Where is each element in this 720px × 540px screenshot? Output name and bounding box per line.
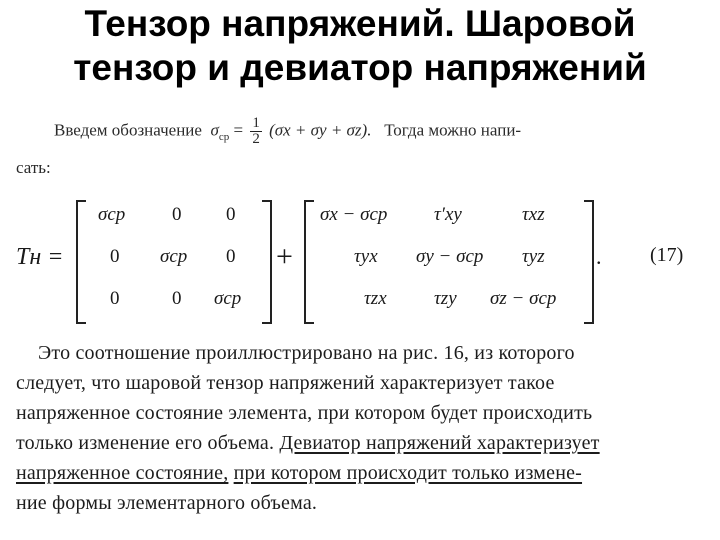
paragraph-line-1: Это соотношение проиллюстрировано на рис. 16, из которого bbox=[38, 342, 575, 364]
spherical-cell-1-0: 0 bbox=[110, 246, 120, 267]
fraction-numerator: 1 bbox=[252, 115, 260, 131]
deviator-cell-0-0: σx − σср bbox=[320, 204, 388, 225]
left-bracket-2 bbox=[304, 200, 314, 324]
spherical-cell-0-1: 0 bbox=[172, 204, 182, 225]
deviator-cell-1-0: τyx bbox=[354, 246, 378, 267]
deviator-cell-1-2: τyz bbox=[522, 246, 545, 267]
plus-sign: + bbox=[276, 240, 293, 273]
right-bracket-2 bbox=[584, 200, 594, 324]
paragraph-line-5 bbox=[16, 462, 582, 485]
equation-number: (17) bbox=[650, 244, 684, 266]
paragraph-line-4-underlined: Девиатор напряжений характеризует bbox=[279, 432, 600, 454]
one-half-fraction bbox=[250, 116, 262, 147]
fraction-denominator: 2 bbox=[252, 131, 260, 147]
deviator-cell-2-0: τzx bbox=[364, 288, 387, 309]
paragraph-line-5-underlined-b: при котором происходит только измене- bbox=[233, 462, 583, 484]
paragraph-line-2: следует, что шаровой тензор напряжений характеризует такое bbox=[16, 372, 555, 394]
equation-lhs: Tн = bbox=[16, 244, 64, 270]
scanned-text-block bbox=[14, 108, 714, 534]
paragraph-line-4 bbox=[16, 432, 600, 455]
sum-expression: (σx + σy + σz). bbox=[269, 120, 372, 140]
deviator-cell-2-1: τzy bbox=[434, 288, 457, 309]
spherical-cell-0-2: 0 bbox=[226, 204, 236, 225]
spherical-cell-1-2: 0 bbox=[226, 246, 236, 267]
deviator-cell-0-2: τxz bbox=[522, 204, 545, 225]
title-line-1: Тензор напряжений. Шаровой bbox=[84, 3, 636, 44]
slide-title bbox=[0, 2, 720, 90]
right-bracket-1 bbox=[262, 200, 272, 324]
intro-tail: Тогда можно напи- bbox=[384, 120, 522, 140]
spherical-cell-2-1: 0 bbox=[172, 288, 182, 309]
equals-sign: = bbox=[233, 120, 244, 140]
paragraph-line-3: напряженное состояние элемента, при котором будет происходить bbox=[16, 402, 593, 424]
left-bracket-1 bbox=[76, 200, 86, 324]
spherical-cell-1-1: σср bbox=[160, 246, 188, 267]
spherical-cell-2-0: 0 bbox=[110, 288, 120, 309]
sigma-symbol: σ bbox=[210, 120, 219, 140]
spherical-cell-2-2: σср bbox=[214, 288, 242, 309]
sigma-subscript: ср bbox=[218, 130, 230, 143]
deviator-cell-2-2: σz − σср bbox=[490, 288, 557, 309]
intro-lead: Введем обозначение bbox=[54, 120, 202, 140]
intro-line bbox=[54, 116, 521, 147]
intro-line-2: сать: bbox=[16, 158, 51, 177]
spherical-cell-0-0: σср bbox=[98, 204, 126, 225]
paragraph-line-6: ние формы элементарного объема. bbox=[16, 492, 318, 514]
title-line-2: тензор и девиатор напряжений bbox=[73, 47, 647, 88]
paragraph-line-4-start: только изменение его объема. bbox=[16, 432, 275, 454]
deviator-cell-0-1: τ′xy bbox=[434, 204, 462, 225]
equation-period: . bbox=[596, 244, 602, 269]
deviator-cell-1-1: σy − σср bbox=[416, 246, 484, 267]
paragraph-line-5-underlined-a: напряженное состояние, bbox=[16, 462, 229, 484]
